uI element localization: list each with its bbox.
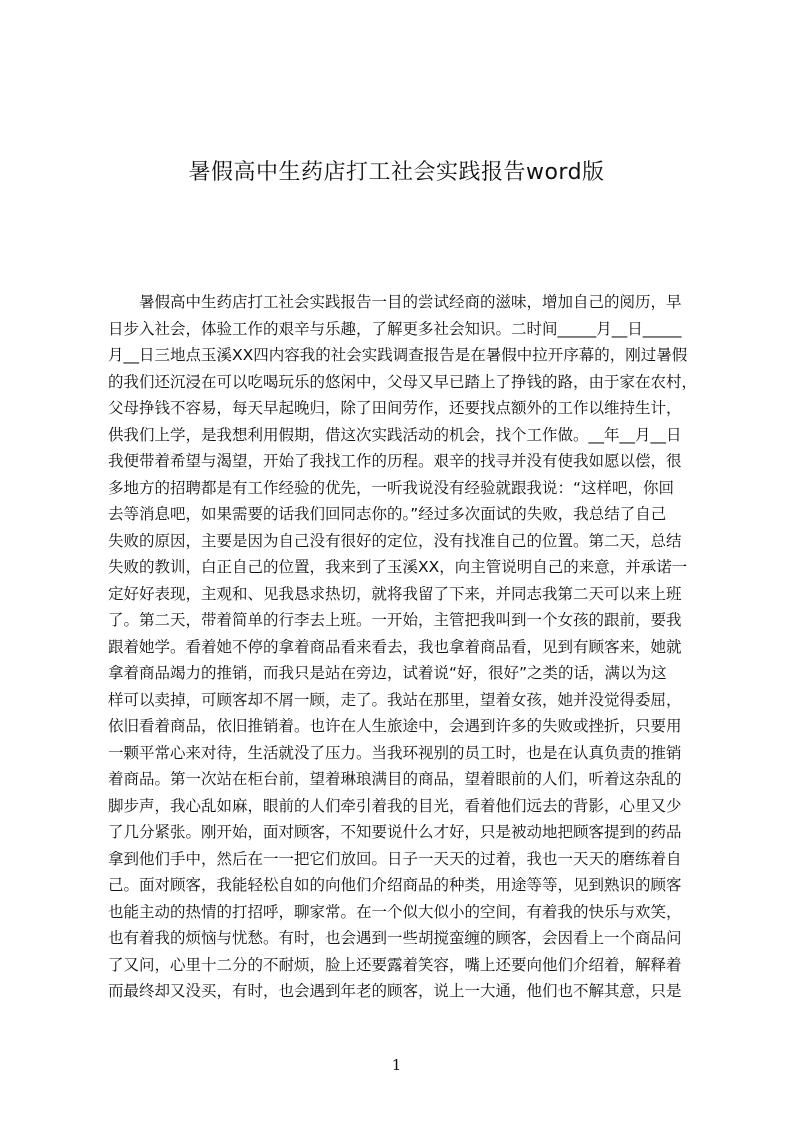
- body-line: 也能主动的热情的打招呼，聊家常。在一个似大似小的空间，有着我的快乐与欢笑，: [108, 902, 682, 921]
- body-line: 了几分紧张。刚开始，面对顾客，不知要说什么才好，只是被动地把顾客提到的药品: [108, 823, 682, 841]
- body-line: 了。第二天，带着简单的行李去上班。一开始，主管把我叫到一个女孩的跟前，要我: [108, 611, 682, 629]
- body-line: 依旧看着商品，依旧推销着。也许在人生旅途中，会遇到许多的失败或挫折，只要用: [108, 717, 682, 735]
- body-line: 暑假高中生药店打工社会实践报告一目的尝试经商的滋味，增加自己的阅历，早: [108, 293, 682, 311]
- body-line: 跟着她学。看着她不停的拿着商品看来看去，我也拿着商品看，见到有顾客来，她就: [108, 637, 682, 656]
- body-line: 我便带着希望与渴望，开始了我找工作的历程。艰辛的找寻并没有使我如愿以偿，很: [108, 452, 682, 470]
- body-line: 多地方的招聘都是有工作经验的优先，一听我说没有经验就跟我说：“这样吧，你回: [108, 478, 675, 497]
- body-line: 样可以卖掉，可顾客却不屑一顾，走了。我站在那里，望着女孩，她并没觉得委屈，: [108, 690, 682, 709]
- body-line: 定好好表现，主观和、见我恳求热切，就将我留了下来，并同志我第二天可以来上班: [108, 584, 682, 603]
- body-line: 拿着商品竭力的推销，而我只是站在旁边，试着说“好，很好”之类的话，满以为这: [108, 664, 667, 682]
- body-paragraph: [108, 289, 698, 1005]
- body-line: 一颗平常心来对待，生活就没了压力。当我环视别的员工时，也是在认真负责的推销: [108, 743, 682, 762]
- body-line: 失败的原因，主要是因为自己没有很好的定位，没有找准自己的位置。第二天，总结: [108, 531, 682, 550]
- body-line: 拿到他们手中，然后在一一把它们放回。日子一天天的过着，我也一天天的磨练着自: [108, 849, 682, 868]
- body-line: 日步入社会，体验工作的艰辛与乐趣，了解更多社会知识。二时间_____月__日_____: [108, 319, 682, 338]
- body-line: 失败的教训，白正自己的位置，我来到了玉溪XX，向主管说明自己的来意，并承诺一: [108, 558, 688, 576]
- body-line: 己。面对顾客，我能轻松自如的向他们介绍商品的种类，用途等等，见到熟识的顾客: [108, 876, 682, 894]
- body-line: 也有着我的烦恼与忧愁。有时，也会遇到一些胡搅蛮缠的顾客，会因看上一个商品问: [108, 929, 682, 947]
- body-line: 脚步声，我心乱如麻，眼前的人们牵引着我的目光，看着他们远去的背影，心里又少: [108, 796, 682, 815]
- body-line: 供我们上学，是我想利用假期，借这次实践活动的机会，找个工作做。__年__月__日: [108, 425, 682, 444]
- body-line: 着商品。第一次站在柜台前，望着琳琅满目的商品，望着眼前的人们，听着这杂乱的: [108, 770, 682, 788]
- body-line: 月__日三地点玉溪XX四内容我的社会实践调查报告是在暑假中拉开序幕的，刚过暑假: [108, 346, 688, 364]
- document-title: 暑假高中生药店打工社会实践报告word版: [188, 159, 605, 185]
- body-line: 而最终却又没买，有时，也会遇到年老的顾客，说上一大通，他们也不解其意，只是: [108, 982, 682, 1000]
- body-line: 去等消息吧，如果需要的话我们回同志你的。”经过多次面试的失败，我总结了自己: [108, 505, 667, 523]
- body-line: 的我们还沉浸在可以吃喝玩乐的悠闲中，父母又早已踏上了挣钱的路，由于家在农村，: [108, 372, 698, 391]
- body-line: 父母挣钱不容易，每天早起晚归，除了田间劳作，还要找点额外的工作以维持生计，: [108, 399, 682, 417]
- body-line: 了又问，心里十二分的不耐烦，脸上还要露着笑容，嘴上还要向他们介绍着，解释着: [108, 955, 682, 974]
- page-number: 1: [391, 1056, 402, 1074]
